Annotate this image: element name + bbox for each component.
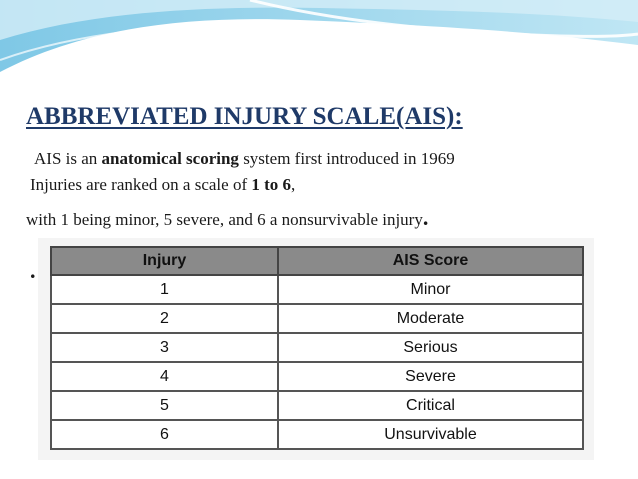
intro-line-2-c: , [291,175,296,194]
table-row [51,275,583,304]
table-header-row [51,247,583,275]
cell-ais-score: Serious [278,333,583,362]
table-row [51,304,583,333]
intro-line-3-a: with 1 being minor, 5 severe, and 6 a nonsurvivable injury [26,210,423,229]
bullet-dot: . [30,258,36,283]
cell-injury: 6 [51,420,278,449]
cell-injury: 1 [51,275,278,304]
ais-table [50,246,584,450]
slide-title: ABBREVIATED INJURY SCALE(AIS): [26,103,463,130]
ais-table-container [38,238,594,460]
header-injury: Injury [51,247,278,275]
intro-line-1-c: system first introduced in 1969 [238,149,455,168]
cell-injury: 3 [51,333,278,362]
intro-line-3-period: . [422,205,429,230]
cell-ais-score: Unsurvivable [278,420,583,449]
header-ais-score: AIS Score [278,247,583,275]
intro-line-2-a: Injuries are ranked on a scale of [30,175,252,194]
intro-line-1 [34,149,455,169]
intro-line-1-bold: anatomical scoring [101,149,239,168]
intro-line-1-a: AIS is an [34,149,102,168]
cell-injury: 5 [51,391,278,420]
cell-ais-score: Severe [278,362,583,391]
table-row [51,362,583,391]
cell-ais-score: Moderate [278,304,583,333]
table-row [51,333,583,362]
table-row [51,420,583,449]
intro-line-3 [26,205,428,231]
cell-ais-score: Critical [278,391,583,420]
header-wave-decoration [0,0,638,80]
table-row [51,391,583,420]
cell-injury: 4 [51,362,278,391]
cell-injury: 2 [51,304,278,333]
cell-ais-score: Minor [278,275,583,304]
intro-line-2 [30,175,295,195]
intro-line-2-bold: 1 to 6 [251,175,292,194]
